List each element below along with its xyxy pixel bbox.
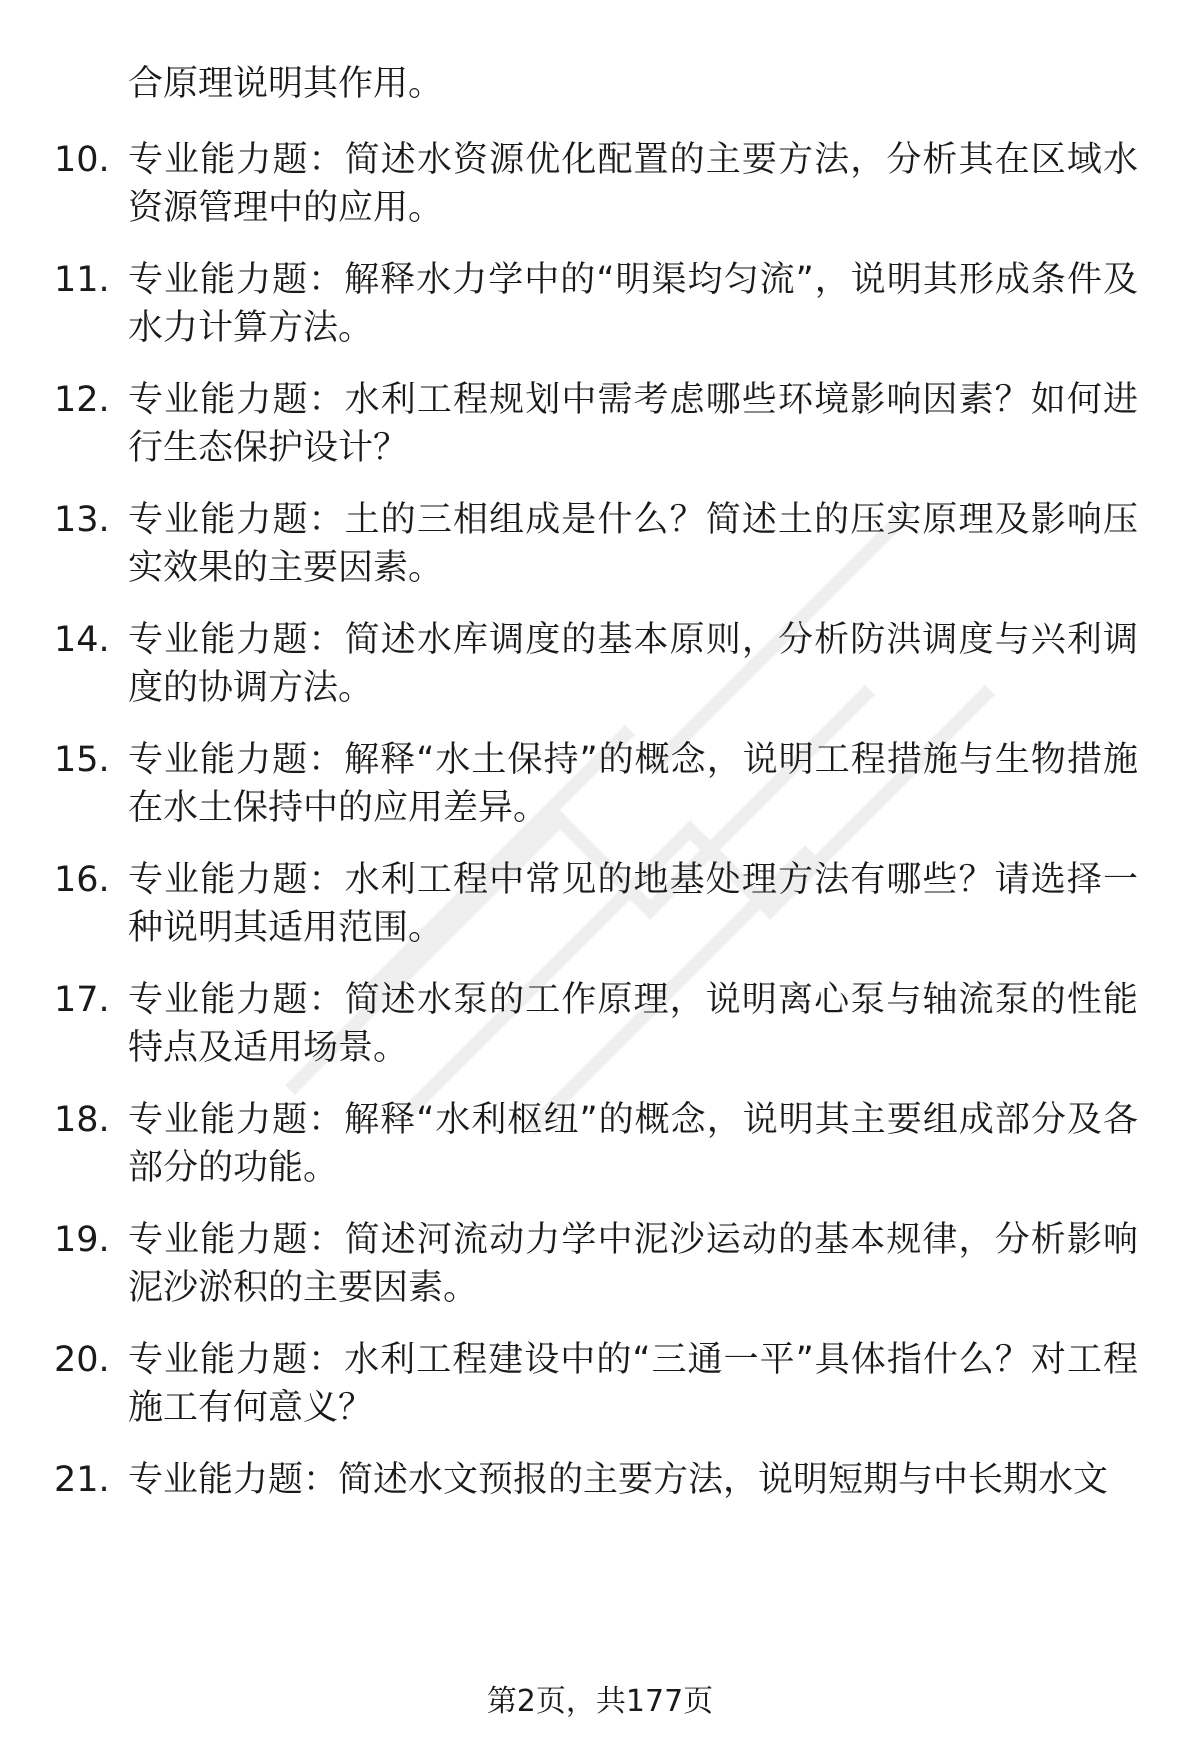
- continuation-text: 合原理说明其作用。: [128, 64, 444, 104]
- item-number: 17.: [54, 980, 110, 1020]
- item-text: 专业能力题：水利工程中常见的地基处理方法有哪些？请选择一种说明其适用范围。: [128, 860, 1138, 948]
- item-number: 21.: [54, 1460, 110, 1500]
- item-number: 16.: [54, 860, 110, 900]
- item-number: 14.: [54, 620, 110, 660]
- item-number: 12.: [54, 380, 110, 420]
- item-text: 专业能力题：解释水力学中的“明渠均匀流”，说明其形成条件及水力计算方法。: [128, 260, 1138, 348]
- item-number: 18.: [54, 1100, 110, 1140]
- item-text: 专业能力题：解释“水土保持”的概念，说明工程措施与生物措施在水土保持中的应用差异。: [128, 740, 1138, 828]
- item-text: 专业能力题：简述水泵的工作原理，说明离心泵与轴流泵的性能特点及适用场景。: [128, 980, 1138, 1068]
- item-number: 20.: [54, 1340, 110, 1380]
- item-text: 专业能力题：简述水库调度的基本原则，分析防洪调度与兴利调度的协调方法。: [128, 620, 1138, 708]
- item-text: 专业能力题：水利工程建设中的“三通一平”具体指什么？对工程施工有何意义？: [128, 1340, 1138, 1428]
- item-text: 专业能力题：简述水文预报的主要方法，说明短期与中长期水文: [128, 1460, 1109, 1500]
- page-footer: 第2页，共177页: [486, 1684, 714, 1719]
- item-number: 11.: [54, 260, 110, 300]
- item-text: 专业能力题：解释“水利枢纽”的概念，说明其主要组成部分及各部分的功能。: [128, 1100, 1138, 1188]
- item-number: 19.: [54, 1220, 110, 1260]
- item-number: 10.: [54, 140, 110, 180]
- item-number: 13.: [54, 500, 110, 540]
- item-text: 专业能力题：简述水资源优化配置的主要方法，分析其在区域水资源管理中的应用。: [128, 140, 1138, 228]
- item-number: 15.: [54, 740, 110, 780]
- item-text: 专业能力题：水利工程规划中需考虑哪些环境影响因素？如何进行生态保护设计？: [128, 380, 1138, 468]
- item-text: 专业能力题：土的三相组成是什么？简述土的压实原理及影响压实效果的主要因素。: [128, 500, 1138, 588]
- item-text: 专业能力题：简述河流动力学中泥沙运动的基本规律，分析影响泥沙淤积的主要因素。: [128, 1220, 1138, 1308]
